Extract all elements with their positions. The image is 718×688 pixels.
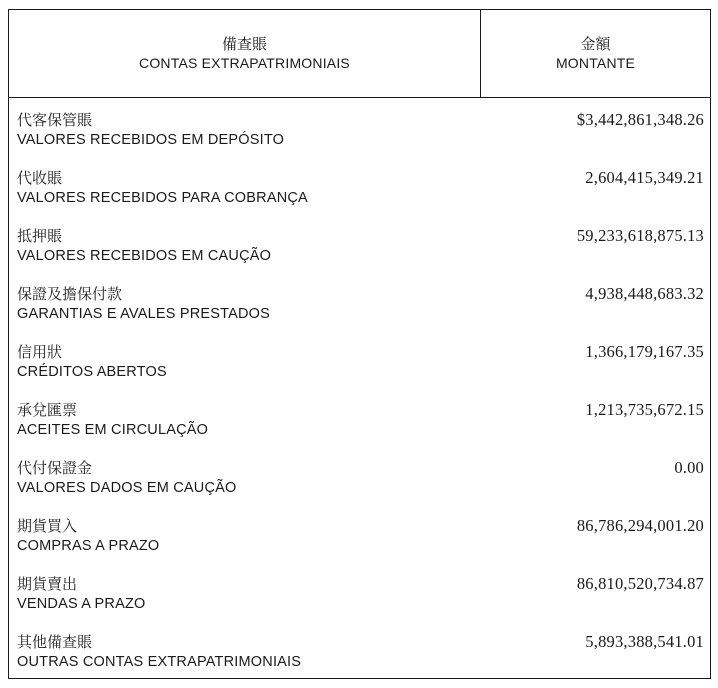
row-amount: 1,213,735,672.15 bbox=[585, 400, 704, 419]
header-description-cell bbox=[9, 34, 480, 72]
header-amount-cell bbox=[481, 34, 710, 72]
row-label-zh: 代客保管賬 bbox=[17, 111, 93, 129]
row-amount: 2,604,415,349.21 bbox=[585, 168, 704, 187]
row-label-pt: COMPRAS A PRAZO bbox=[17, 538, 160, 554]
row-label-pt: VENDAS A PRAZO bbox=[17, 596, 146, 612]
table-row bbox=[9, 330, 710, 388]
off-balance-sheet-table bbox=[8, 9, 711, 679]
table-body bbox=[9, 98, 710, 678]
row-label-pt: CRÉDITOS ABERTOS bbox=[17, 364, 167, 380]
row-amount: $3,442,861,348.26 bbox=[576, 110, 704, 129]
table-row bbox=[9, 156, 710, 214]
table-row bbox=[9, 446, 710, 504]
row-label-pt: VALORES RECEBIDOS EM CAUÇÃO bbox=[17, 248, 272, 264]
header-description-zh: 備查賬 bbox=[221, 35, 267, 53]
row-label-pt: ACEITES EM CIRCULAÇÃO bbox=[17, 422, 209, 438]
table-row bbox=[9, 98, 710, 156]
row-amount: 4,938,448,683.32 bbox=[585, 284, 704, 303]
table-row bbox=[9, 504, 710, 562]
row-amount: 59,233,618,875.13 bbox=[576, 226, 704, 245]
row-label-zh: 期貨賣出 bbox=[17, 575, 78, 593]
row-label-zh: 保證及擔保付款 bbox=[17, 285, 123, 303]
header-amount-zh: 金額 bbox=[580, 35, 611, 53]
row-label-zh: 抵押賬 bbox=[17, 227, 63, 245]
table-row bbox=[9, 388, 710, 446]
row-label-zh: 承兌匯票 bbox=[17, 401, 78, 419]
table-row bbox=[9, 620, 710, 678]
table-row bbox=[9, 562, 710, 620]
row-label-pt: VALORES DADOS EM CAUÇÃO bbox=[17, 480, 237, 496]
row-amount: 0.00 bbox=[674, 458, 704, 477]
table-row bbox=[9, 214, 710, 272]
row-label-pt: GARANTIAS E AVALES PRESTADOS bbox=[17, 306, 270, 322]
row-label-pt: VALORES RECEBIDOS EM DEPÓSITO bbox=[17, 132, 285, 148]
row-label-zh: 期貨買入 bbox=[17, 517, 78, 535]
row-label-zh: 其他備查賬 bbox=[17, 633, 93, 651]
row-label-pt: VALORES RECEBIDOS PARA COBRANÇA bbox=[17, 190, 308, 206]
header-amount-pt: MONTANTE bbox=[555, 55, 636, 71]
table-header bbox=[9, 10, 710, 98]
row-amount: 1,366,179,167.35 bbox=[585, 342, 704, 361]
row-label-pt: OUTRAS CONTAS EXTRAPATRIMONIAIS bbox=[17, 654, 302, 670]
row-label-zh: 信用狀 bbox=[17, 343, 63, 361]
table-row bbox=[9, 272, 710, 330]
row-amount: 86,810,520,734.87 bbox=[576, 574, 704, 593]
row-amount: 5,893,388,541.01 bbox=[585, 632, 704, 651]
row-label-zh: 代付保證金 bbox=[17, 459, 93, 477]
header-description-pt: CONTAS EXTRAPATRIMONIAIS bbox=[139, 55, 350, 71]
row-label-zh: 代收賬 bbox=[17, 169, 63, 187]
row-amount: 86,786,294,001.20 bbox=[576, 516, 704, 535]
